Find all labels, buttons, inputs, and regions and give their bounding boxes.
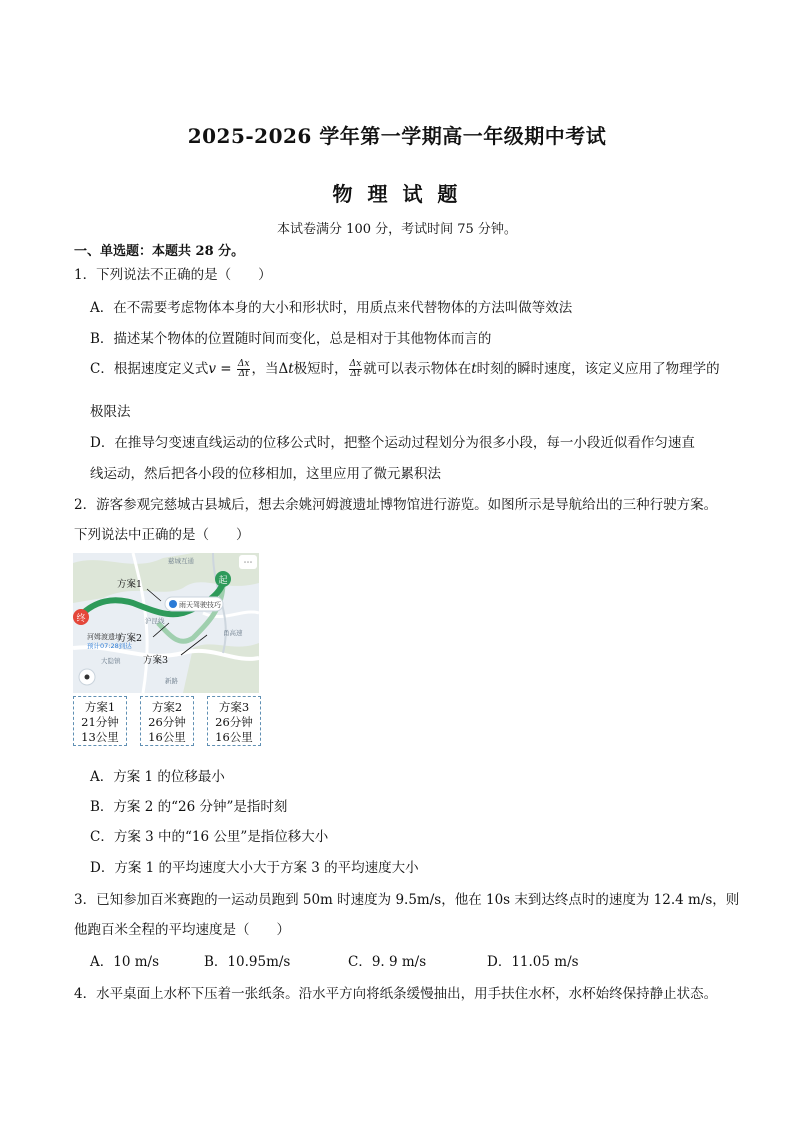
q3-stem: 3．已知参加百米赛跑的一运动员跑到 50m 时速度为 9.5m/s，他在 10s 末到达终点时的速度为 12.4 m/s，则: [74, 892, 740, 908]
q2-option-d: D．方案 1 的平均速度大小大于方案 3 的平均速度大小: [90, 860, 419, 876]
q2-stem: 2．游客参观完慈城古县城后，想去余姚河姆渡遗址博物馆进行游览。如图所示是导航给出的三种行驶方案。: [74, 497, 718, 513]
road-label-5: 新路: [165, 677, 178, 685]
q2-option-a: A．方案 1 的位移最小: [90, 769, 225, 785]
exam-title: 2025-2026 学年第一学期高一年级期中考试: [187, 124, 607, 148]
road-label-3: 大隐镇: [101, 657, 121, 665]
q1-c-pre: C．根据速度定义式: [90, 361, 209, 377]
plan1-time: 21分钟: [81, 715, 119, 729]
q1-stem: 1．下列说法不正确的是（ ）: [74, 267, 272, 283]
start-label: 起: [218, 576, 228, 586]
q3-option-a: A．10 m/s: [90, 954, 159, 970]
q1-option-b: B．描述某个物体的位置随时间而变化，总是相对于其他物体而言的: [90, 331, 492, 347]
exam-note: 本试卷满分 100 分，考试时间 75 分钟。: [277, 222, 517, 237]
fraction-denominator: Δt: [238, 369, 249, 379]
velocity-fraction-2: [349, 360, 363, 379]
plan-box-3: [207, 696, 261, 746]
fraction-denominator-2: Δt: [350, 369, 361, 379]
q1-c-eq: =: [215, 361, 236, 377]
plan3-dist: 16公里: [215, 730, 253, 744]
plan1-name: 方案1: [84, 700, 116, 714]
plan2-name: 方案2: [151, 700, 183, 714]
q2-option-c: C．方案 3 中的“16 公里”是指位移大小: [90, 829, 329, 845]
velocity-fraction: [237, 360, 251, 379]
q2-option-b: B．方案 2 的“26 分钟”是指时刻: [90, 799, 288, 815]
q1-c-v: v: [208, 361, 216, 377]
q1-c-t2: t: [471, 361, 477, 377]
fraction-numerator-2: Δx: [349, 359, 362, 369]
q1-c-post: 就可以表示物体在: [363, 361, 472, 377]
plan1-dist: 13公里: [81, 730, 119, 744]
plan2-dist: 16公里: [148, 730, 186, 744]
section-heading: 一、单选题：本题共 28 分。: [74, 244, 245, 259]
map-plan3-label: 方案3: [143, 655, 169, 666]
q1-option-d-line2: 线运动，然后把各小段的位移相加，这里应用了微元累积法: [90, 466, 441, 482]
q1-c-t: t: [288, 361, 294, 377]
q3-option-c: C．9. 9 m/s: [348, 954, 427, 970]
road-label-1: 慈城互通: [168, 557, 194, 565]
fraction-numerator: Δx: [237, 359, 250, 369]
q3-option-b: B．10.95m/s: [204, 954, 291, 970]
svg-text:⋯: ⋯: [243, 558, 253, 568]
q1-option-c-line2: 极限法: [90, 404, 131, 420]
q1-option-c: [90, 357, 720, 379]
map-graphic: [73, 553, 259, 693]
subject-title: 物 理 试 题: [332, 182, 462, 206]
plan-boxes: [73, 696, 261, 748]
q1-c-end: 时刻的瞬时速度，该定义应用了物理学的: [476, 361, 720, 377]
tip-label: 雨天驾驶技巧: [179, 601, 221, 609]
q1-c-mid: ，当Δ: [251, 361, 289, 377]
road-label-2: 沪昆线: [145, 617, 165, 625]
q3-option-d: D．11.05 m/s: [487, 954, 579, 970]
plan2-time: 26分钟: [148, 715, 186, 729]
plan-box-1: [73, 696, 127, 746]
dest-eta: 预计07:28到达: [87, 642, 132, 650]
plan-box-2: [140, 696, 194, 746]
end-label: 终: [76, 614, 86, 624]
q1-option-d: D．在推导匀变速直线运动的位移公式时，把整个运动过程划分为很多小段，每一小段近似看作匀速直: [90, 435, 695, 451]
dest-name: 河姆渡遗址: [87, 633, 122, 641]
map-plan2-label: 方案2: [117, 633, 143, 644]
map-plan1-label: 方案1: [117, 579, 143, 590]
plan3-name: 方案3: [218, 700, 250, 714]
q3-stem-line2: 他跑百米全程的平均速度是（ ）: [74, 922, 290, 938]
road-label-4: 甬高速: [223, 629, 243, 637]
q2-stem-line2: 下列说法中正确的是（ ）: [74, 527, 250, 543]
q1-option-a: A．在不需要考虑物体本身的大小和形状时，用质点来代替物体的方法叫做等效法: [90, 300, 573, 316]
q1-c-mid2: 极短时，: [293, 361, 348, 377]
q4-stem: 4．水平桌面上水杯下压着一张纸条。沿水平方向将纸条缓慢抽出，用手扶住水杯，水杯始终保持静止状态。: [74, 986, 718, 1002]
plan3-time: 26分钟: [215, 715, 253, 729]
navigation-map: [73, 553, 259, 693]
